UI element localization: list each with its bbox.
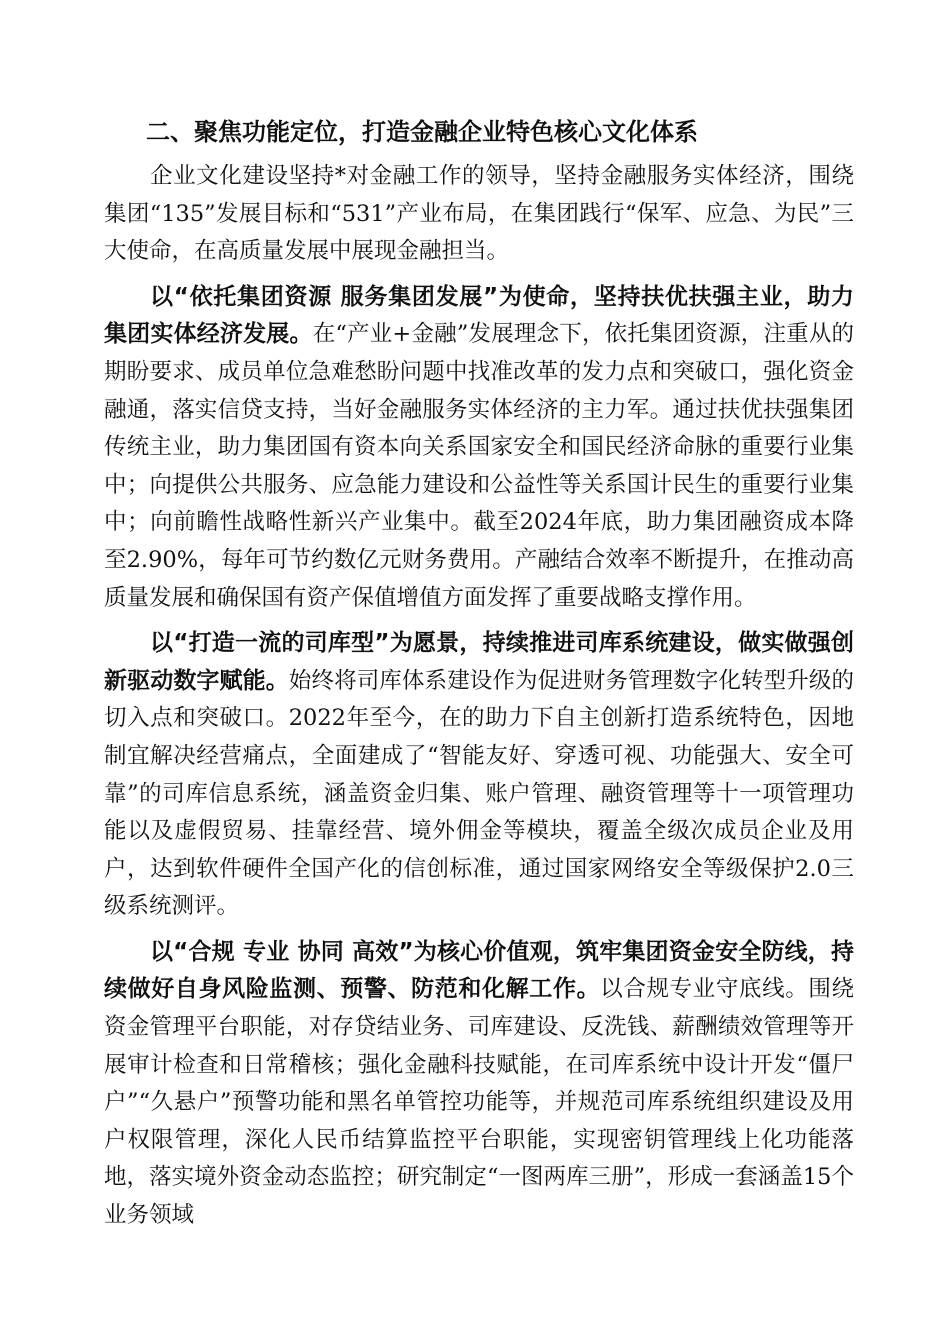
document-page (104, 112, 854, 1243)
paragraph-text: 始终将司库体系建设作为促进财务管理数字化转型升级的切入点和突破口。2022年至今，在的助力下自主创新打造系统特色，因地制宜解决经营痛点，全面建成了“智能友好、穿透可视、功能强大、安全可靠”的司库信息系统，涵盖资金归集、账户管理、融资管理等十一项管理功能以及虚假贸易、挂靠经营、境外佣金等模块，覆盖全级次成员企业及用户，达到软件硬件全国产化的信创标准，通过国家网络安全等级保护2.0三级系统测评。 (104, 667, 854, 920)
paragraph-lead: 以“打造一流的司库型”为愿景，持续推进司库系统建设，做实做强创新驱动数字赋能。 (104, 630, 854, 694)
paragraph-lead: 以“合规 专业 协同 高效”为核心价值观，筑牢集团资金安全防线，持续做好自身风险监测、预警、防范和化解工作。 (104, 938, 854, 1003)
paragraph-text: 以合规专业守底线。围绕资金管理平台职能，对存贷结业务、司库建设、反洗钱、薪酬绩效管理等开展审计检查和日常稽核；强化金融科技赋能，在司库系统中设计开发“僵尸户”“久悬户”预警功能和黑名单管控功能等，并规范司库系统组织建设及用户权限管理，深化人民币结算监控平台职能，实现密钥管理线上化功能落地，落实境外资金动态监控；研究制定“一图两库三册”，形成一套涵盖15个业务领域 (104, 976, 854, 1229)
paragraph-intro (104, 158, 854, 271)
paragraph-text: 企业文化建设坚持*对金融工作的领导，坚持金融服务实体经济，围绕集团“135”发展目标和“531”产业布局，在集团践行“保军、应急、为民”三大使命，在高质量发展中展现金融担当。 (104, 163, 854, 265)
paragraph-lead: 以“依托集团资源 服务集团发展”为使命，坚持扶优扶强主业，助力集团实体经济发展。 (104, 283, 854, 348)
section-heading: 二、聚焦功能定位，打造金融企业特色核心文化体系 (146, 118, 698, 146)
paragraph-text: 在“产业+金融”发展理念下，依托集团资源，注重从的期盼要求、成员单位急难愁盼问题中找准改革的发力点和突破口，强化资金融通，落实信贷支持，当好金融服务实体经济的主力军。通过扶优扶强集团传统主业，助力集团国有资本向关系国家安全和国民经济命脉的重要行业集中；向提供公共服务、应急能力建设和公益性等关系国计民生的重要行业集中；向前瞻性战略性新兴产业集中。截至2024年底，助力集团融资成本降至2.90%，每年可节约数亿元财务费用。产融结合效率不断提升，在推动高质量发展和确保国有资产保值增值方面发挥了重要战略支撑作用。 (104, 321, 855, 611)
paragraph-mission (104, 279, 854, 617)
paragraph-vision (104, 625, 854, 926)
paragraph-values (104, 934, 854, 1235)
